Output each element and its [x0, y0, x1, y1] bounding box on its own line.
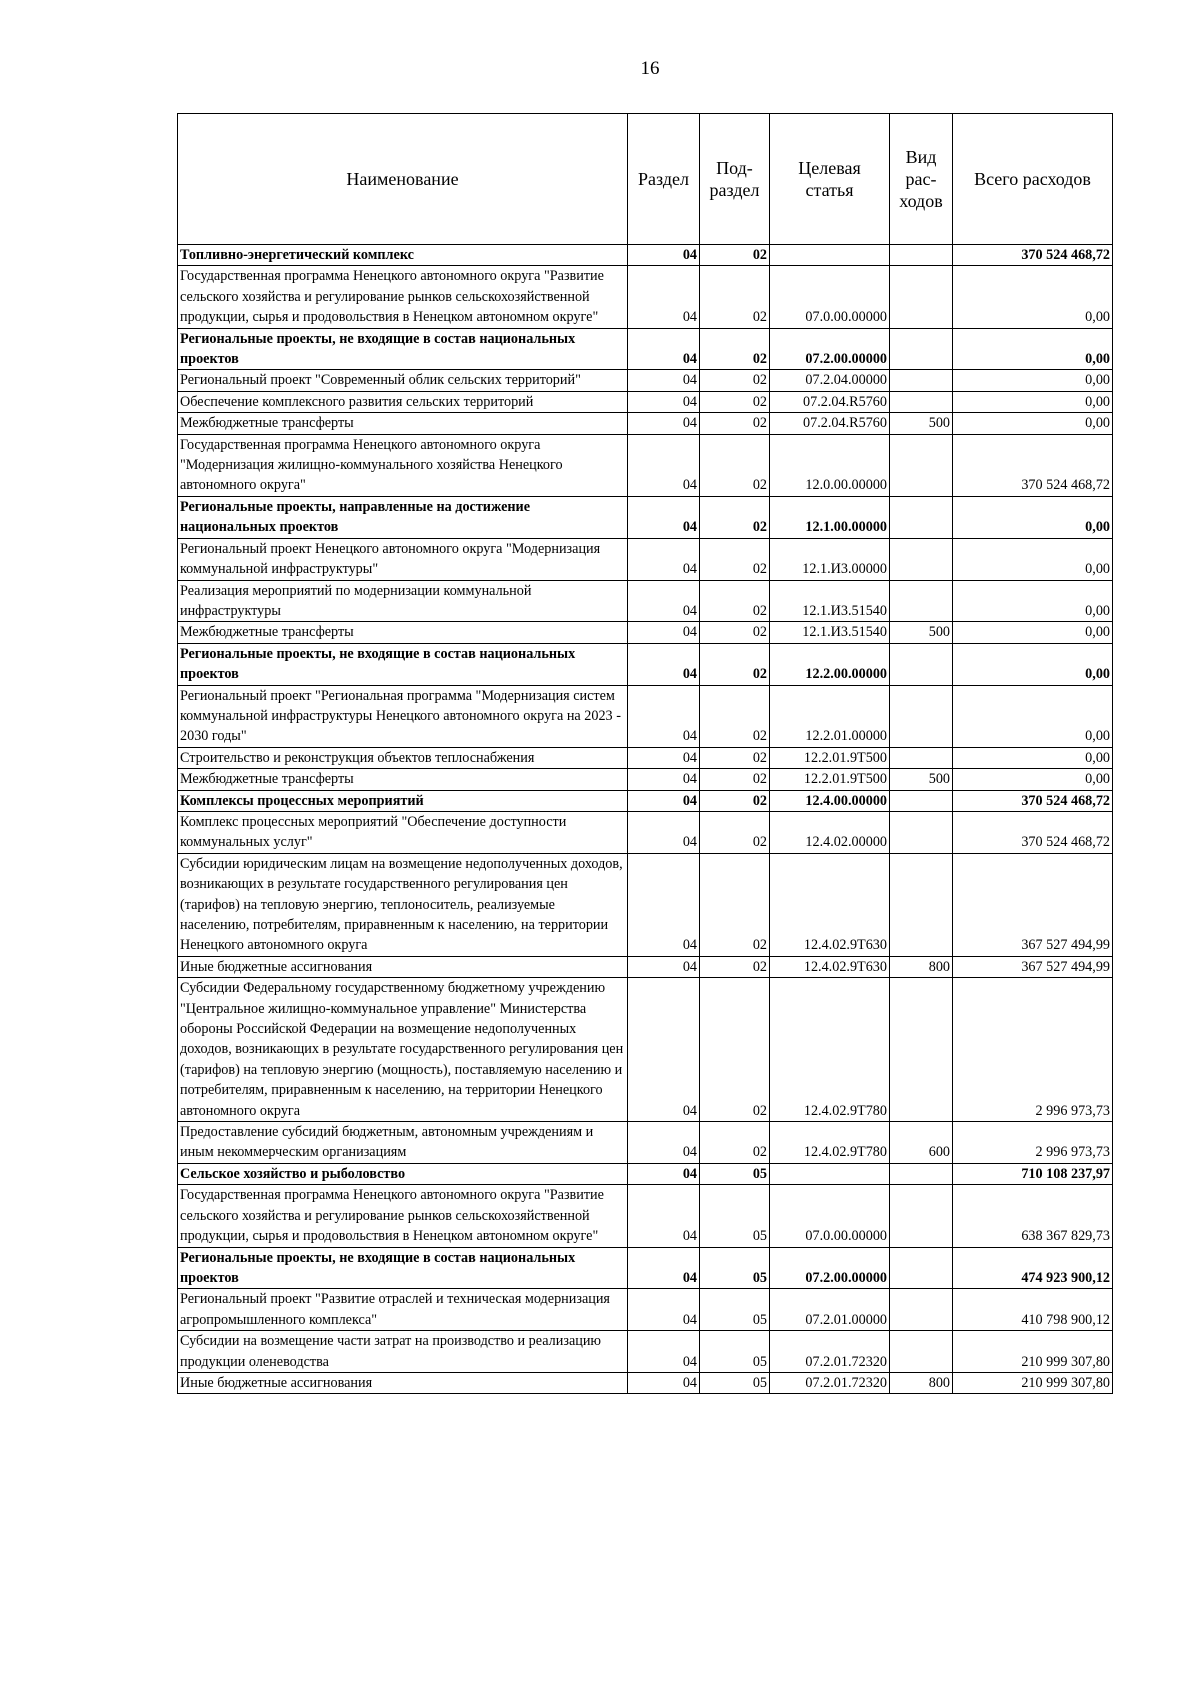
cell-razdel: 04	[628, 266, 700, 328]
table-row	[178, 370, 1113, 391]
cell-razdel: 04	[628, 245, 700, 266]
cell-total: 0,00	[953, 370, 1113, 391]
column-header-vid-line3: ходов	[899, 191, 943, 211]
cell-name: Субсидии на возмещение части затрат на производство и реализацию продукции оленеводства	[178, 1331, 628, 1373]
cell-name: Государственная программа Ненецкого автономного округа "Модернизация жилищно-коммунального хозяйства Ненецкого автономного округа"	[178, 434, 628, 496]
cell-razdel: 04	[628, 1163, 700, 1184]
table-row	[178, 434, 1113, 496]
table-row	[178, 1372, 1113, 1393]
table-row	[178, 853, 1113, 956]
cell-vid: 500	[890, 769, 953, 790]
cell-total: 367 527 494,99	[953, 853, 1113, 956]
cell-vid	[890, 266, 953, 328]
cell-name: Строительство и реконструкция объектов теплоснабжения	[178, 747, 628, 768]
cell-total: 370 524 468,72	[953, 790, 1113, 811]
cell-razdel: 04	[628, 1185, 700, 1247]
cell-podrazdel: 05	[700, 1289, 770, 1331]
cell-podrazdel: 02	[700, 391, 770, 412]
cell-razdel: 04	[628, 978, 700, 1122]
cell-total: 410 798 900,12	[953, 1289, 1113, 1331]
cell-statya: 12.4.02.9Т630	[770, 956, 890, 977]
cell-vid	[890, 328, 953, 370]
cell-razdel: 04	[628, 1247, 700, 1289]
column-header-podrazdel-line2: раздел	[709, 180, 760, 200]
cell-podrazdel: 02	[700, 747, 770, 768]
table-row	[178, 413, 1113, 434]
cell-name: Комплекс процессных мероприятий "Обеспечение доступности коммунальных услуг"	[178, 811, 628, 853]
cell-vid	[890, 853, 953, 956]
cell-name: Межбюджетные трансферты	[178, 622, 628, 643]
cell-total: 638 367 829,73	[953, 1185, 1113, 1247]
column-header-podrazdel	[700, 114, 770, 245]
table-row	[178, 496, 1113, 538]
cell-name: Региональный проект "Современный облик сельских территорий"	[178, 370, 628, 391]
cell-statya: 07.2.04.R5760	[770, 391, 890, 412]
cell-statya: 12.4.02.00000	[770, 811, 890, 853]
cell-statya: 07.2.01.72320	[770, 1372, 890, 1393]
cell-statya: 12.2.00.00000	[770, 643, 890, 685]
cell-statya: 07.2.04.00000	[770, 370, 890, 391]
cell-name: Реализация мероприятий по модернизации коммунальной инфраструктуры	[178, 580, 628, 622]
cell-vid	[890, 580, 953, 622]
cell-razdel: 04	[628, 580, 700, 622]
cell-statya: 12.1.И3.51540	[770, 622, 890, 643]
cell-podrazdel: 02	[700, 769, 770, 790]
cell-total: 0,00	[953, 266, 1113, 328]
table-body	[178, 245, 1113, 1394]
cell-podrazdel: 02	[700, 413, 770, 434]
cell-name: Комплексы процессных мероприятий	[178, 790, 628, 811]
column-header-name	[178, 114, 628, 245]
cell-vid	[890, 1247, 953, 1289]
cell-podrazdel: 02	[700, 853, 770, 956]
cell-razdel: 04	[628, 853, 700, 956]
column-header-total-text: Всего расходов	[974, 169, 1091, 189]
cell-vid	[890, 811, 953, 853]
cell-vid	[890, 496, 953, 538]
cell-name: Иные бюджетные ассигнования	[178, 956, 628, 977]
cell-razdel: 04	[628, 769, 700, 790]
table-row	[178, 1331, 1113, 1373]
cell-vid	[890, 790, 953, 811]
cell-razdel: 04	[628, 434, 700, 496]
cell-total: 370 524 468,72	[953, 811, 1113, 853]
cell-name: Субсидии юридическим лицам на возмещение недополученных доходов, возникающих в результате государственного регулирования цен (тарифов) на тепловую энергию, теплоноситель, реализуемые населению, потребителям, приравненным к населению, на территории Ненецкого автономного округа	[178, 853, 628, 956]
cell-vid	[890, 434, 953, 496]
cell-podrazdel: 02	[700, 434, 770, 496]
cell-statya: 12.2.01.00000	[770, 685, 890, 747]
cell-razdel: 04	[628, 1122, 700, 1164]
cell-name: Сельское хозяйство и рыболовство	[178, 1163, 628, 1184]
cell-name: Иные бюджетные ассигнования	[178, 1372, 628, 1393]
cell-name: Топливно-энергетический комплекс	[178, 245, 628, 266]
cell-statya: 12.4.00.00000	[770, 790, 890, 811]
table-row	[178, 643, 1113, 685]
cell-vid	[890, 391, 953, 412]
cell-name: Региональные проекты, не входящие в состав национальных проектов	[178, 643, 628, 685]
cell-statya: 07.2.00.00000	[770, 1247, 890, 1289]
cell-vid	[890, 747, 953, 768]
table-row	[178, 266, 1113, 328]
cell-total: 0,00	[953, 391, 1113, 412]
cell-statya: 12.1.00.00000	[770, 496, 890, 538]
cell-total: 367 527 494,99	[953, 956, 1113, 977]
cell-statya	[770, 245, 890, 266]
cell-podrazdel: 02	[700, 622, 770, 643]
table-row	[178, 790, 1113, 811]
cell-vid: 800	[890, 956, 953, 977]
cell-razdel: 04	[628, 370, 700, 391]
cell-razdel: 04	[628, 1372, 700, 1393]
cell-vid	[890, 1163, 953, 1184]
cell-vid	[890, 685, 953, 747]
cell-vid: 800	[890, 1372, 953, 1393]
cell-razdel: 04	[628, 496, 700, 538]
cell-vid: 500	[890, 622, 953, 643]
cell-total: 0,00	[953, 580, 1113, 622]
cell-statya: 12.4.02.9Т780	[770, 978, 890, 1122]
column-header-statya-line2: статья	[805, 180, 854, 200]
cell-name: Межбюджетные трансферты	[178, 769, 628, 790]
column-header-vid-line2: рас-	[905, 169, 937, 189]
cell-podrazdel: 02	[700, 956, 770, 977]
column-header-vid	[890, 114, 953, 245]
cell-statya: 12.4.02.9Т630	[770, 853, 890, 956]
cell-name: Государственная программа Ненецкого автономного округа "Развитие сельского хозяйства и регулирование рынков сельскохозяйственной продукции, сырья и продовольствия в Ненецком автономном округе"	[178, 266, 628, 328]
table-row	[178, 1289, 1113, 1331]
cell-razdel: 04	[628, 1289, 700, 1331]
cell-podrazdel: 02	[700, 685, 770, 747]
cell-name: Региональный проект "Региональная программа "Модернизация систем коммунальной инфраструктуры Ненецкого автономного округа на 2023 - 2030 годы"	[178, 685, 628, 747]
cell-name: Региональный проект "Развитие отраслей и техническая модернизация агропромышленного комплекса"	[178, 1289, 628, 1331]
cell-podrazdel: 02	[700, 811, 770, 853]
cell-podrazdel: 02	[700, 496, 770, 538]
cell-statya: 07.2.04.R5760	[770, 413, 890, 434]
cell-total: 210 999 307,80	[953, 1372, 1113, 1393]
cell-statya	[770, 1163, 890, 1184]
cell-total: 0,00	[953, 622, 1113, 643]
cell-total: 0,00	[953, 769, 1113, 790]
column-header-razdel	[628, 114, 700, 245]
cell-razdel: 04	[628, 328, 700, 370]
cell-statya: 07.2.01.72320	[770, 1331, 890, 1373]
cell-vid	[890, 245, 953, 266]
cell-total: 0,00	[953, 538, 1113, 580]
table-row	[178, 245, 1113, 266]
cell-statya: 07.2.00.00000	[770, 328, 890, 370]
cell-podrazdel: 02	[700, 328, 770, 370]
cell-name: Региональные проекты, не входящие в состав национальных проектов	[178, 1247, 628, 1289]
cell-statya: 07.2.01.00000	[770, 1289, 890, 1331]
table-row	[178, 391, 1113, 412]
cell-podrazdel: 02	[700, 643, 770, 685]
cell-podrazdel: 02	[700, 245, 770, 266]
cell-statya: 12.2.01.9Т500	[770, 747, 890, 768]
table-row	[178, 747, 1113, 768]
cell-razdel: 04	[628, 622, 700, 643]
table-row	[178, 1247, 1113, 1289]
cell-name: Региональные проекты, не входящие в состав национальных проектов	[178, 328, 628, 370]
cell-podrazdel: 02	[700, 266, 770, 328]
table-row	[178, 956, 1113, 977]
cell-podrazdel: 05	[700, 1163, 770, 1184]
cell-razdel: 04	[628, 391, 700, 412]
cell-podrazdel: 05	[700, 1185, 770, 1247]
table-row	[178, 769, 1113, 790]
cell-total: 474 923 900,12	[953, 1247, 1113, 1289]
cell-vid: 600	[890, 1122, 953, 1164]
cell-name: Региональный проект Ненецкого автономного округа "Модернизация коммунальной инфраструктуры"	[178, 538, 628, 580]
cell-vid	[890, 1331, 953, 1373]
table-row	[178, 622, 1113, 643]
cell-razdel: 04	[628, 685, 700, 747]
column-header-total	[953, 114, 1113, 245]
cell-razdel: 04	[628, 643, 700, 685]
cell-vid	[890, 978, 953, 1122]
cell-name: Региональные проекты, направленные на достижение национальных проектов	[178, 496, 628, 538]
cell-total: 370 524 468,72	[953, 434, 1113, 496]
cell-statya: 12.1.И3.00000	[770, 538, 890, 580]
cell-total: 0,00	[953, 685, 1113, 747]
cell-total: 0,00	[953, 643, 1113, 685]
cell-total: 710 108 237,97	[953, 1163, 1113, 1184]
cell-podrazdel: 05	[700, 1247, 770, 1289]
table-row	[178, 328, 1113, 370]
table-row	[178, 580, 1113, 622]
table-row	[178, 538, 1113, 580]
column-header-statya-line1: Целевая	[798, 158, 861, 178]
cell-name: Межбюджетные трансферты	[178, 413, 628, 434]
cell-statya: 12.0.00.00000	[770, 434, 890, 496]
cell-name: Предоставление субсидий бюджетным, автономным учреждениям и иным некоммерческим организациям	[178, 1122, 628, 1164]
cell-podrazdel: 02	[700, 370, 770, 391]
table-header-row	[178, 114, 1113, 245]
cell-razdel: 04	[628, 413, 700, 434]
column-header-vid-line1: Вид	[905, 147, 937, 167]
cell-vid	[890, 1289, 953, 1331]
cell-razdel: 04	[628, 747, 700, 768]
cell-podrazdel: 05	[700, 1331, 770, 1373]
cell-statya: 07.0.00.00000	[770, 266, 890, 328]
cell-name: Государственная программа Ненецкого автономного округа "Развитие сельского хозяйства и регулирование рынков сельскохозяйственной продукции, сырья и продовольствия в Ненецком автономном округе"	[178, 1185, 628, 1247]
cell-statya: 12.1.И3.51540	[770, 580, 890, 622]
cell-total: 2 996 973,73	[953, 1122, 1113, 1164]
column-header-podrazdel-line1: Под-	[716, 158, 753, 178]
cell-podrazdel: 02	[700, 538, 770, 580]
cell-total: 0,00	[953, 747, 1113, 768]
cell-podrazdel: 02	[700, 580, 770, 622]
cell-razdel: 04	[628, 1331, 700, 1373]
cell-razdel: 04	[628, 538, 700, 580]
cell-podrazdel: 02	[700, 790, 770, 811]
cell-total: 2 996 973,73	[953, 978, 1113, 1122]
page-number: 16	[640, 58, 660, 79]
cell-razdel: 04	[628, 956, 700, 977]
cell-statya: 07.0.00.00000	[770, 1185, 890, 1247]
cell-statya: 12.4.02.9Т780	[770, 1122, 890, 1164]
table-row	[178, 978, 1113, 1122]
cell-name: Субсидии Федеральному государственному бюджетному учреждению "Центральное жилищно-коммунальное управление" Министерства обороны Российской Федерации на возмещение недополученных доходов, возникающих в результате государственного регулирования цен (тарифов) на тепловую энергию (мощность), поставляемую населению и потребителям, приравненным к населению, на территории Ненецкого автономного округа	[178, 978, 628, 1122]
cell-total: 0,00	[953, 328, 1113, 370]
cell-total: 0,00	[953, 413, 1113, 434]
table-row	[178, 1122, 1113, 1164]
cell-podrazdel: 05	[700, 1372, 770, 1393]
cell-razdel: 04	[628, 811, 700, 853]
cell-statya: 12.2.01.9Т500	[770, 769, 890, 790]
cell-vid	[890, 1185, 953, 1247]
cell-razdel: 04	[628, 790, 700, 811]
cell-vid	[890, 370, 953, 391]
cell-vid	[890, 643, 953, 685]
table-row	[178, 1163, 1113, 1184]
column-header-name-text: Наименование	[346, 169, 459, 189]
table-row	[178, 1185, 1113, 1247]
cell-name: Обеспечение комплексного развития сельских территорий	[178, 391, 628, 412]
budget-table	[177, 113, 1113, 1394]
column-header-razdel-text: Раздел	[638, 169, 689, 189]
cell-vid: 500	[890, 413, 953, 434]
cell-vid	[890, 538, 953, 580]
column-header-statya	[770, 114, 890, 245]
cell-total: 0,00	[953, 496, 1113, 538]
cell-podrazdel: 02	[700, 1122, 770, 1164]
cell-podrazdel: 02	[700, 978, 770, 1122]
cell-total: 210 999 307,80	[953, 1331, 1113, 1373]
table-row	[178, 811, 1113, 853]
cell-total: 370 524 468,72	[953, 245, 1113, 266]
table-row	[178, 685, 1113, 747]
